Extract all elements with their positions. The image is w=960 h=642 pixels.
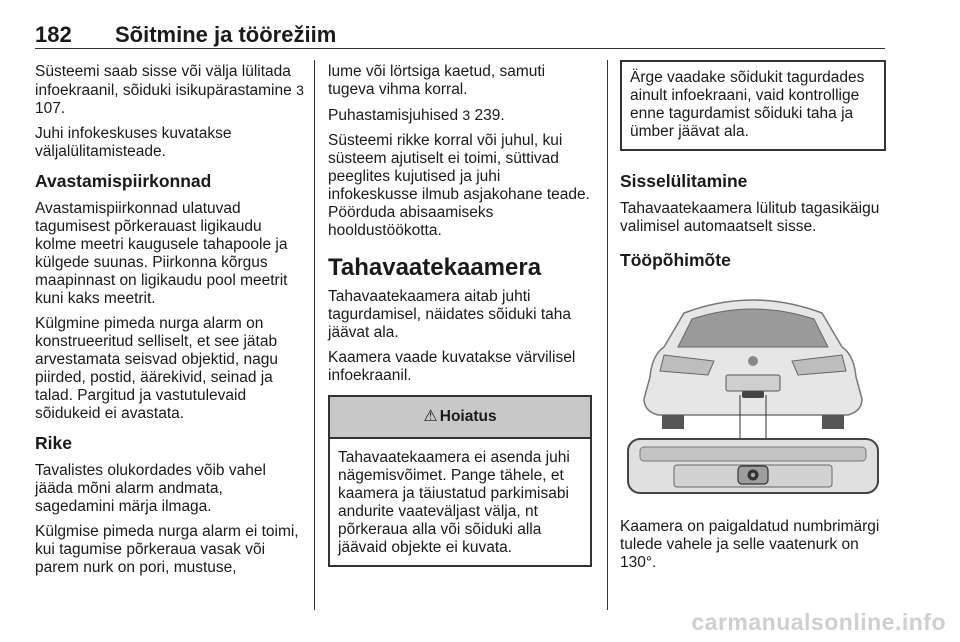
heading-functionality: Tööpõhimõte xyxy=(620,250,731,270)
paragraph: Külgmise pimeda nurga alarm ei toimi, kui tagumise põrkeraua vasak või parem nurk on pori, mustuse, xyxy=(35,523,299,576)
warning-text: Tahavaatekaamera ei asenda juhi nägemisvõimet. Pange tähele, et kaamera ja täiustatud parkimisabi andurite vaateväljast välja, nt põrkeraua alla või sõiduki alla jäävaid objekte ei kuvata. xyxy=(338,449,570,556)
caution-box: Ärge vaadake sõidukit tagurdades ainult infoekraani, vaid kontrollige enne tagurdamist sõiduki taha ja ümber jäävat ala. xyxy=(620,60,886,151)
heading-detection-zones: Avastamispiirkonnad xyxy=(35,171,212,191)
watermark: carmanualsonline.info xyxy=(691,609,946,635)
page-reference[interactable]: 107. xyxy=(35,100,66,117)
page-header xyxy=(35,8,885,48)
warning-box xyxy=(328,395,592,567)
rear-camera-illustration xyxy=(622,291,884,497)
paragraph: Külgmine pimeda nurga alarm on konstrueeritud selliselt, et see jätab arvestamata seisvad objektid, nagu piirded, postid, äärekivid, seinad ja talad. Pargitud ja vastutulevaid sõidukeid ei avastata. xyxy=(35,315,278,422)
paragraph: Puhastamisjuhised 3 239. xyxy=(328,107,505,124)
page-number: 182 xyxy=(35,22,72,47)
heading-fault: Rike xyxy=(35,433,72,453)
heading-rear-camera: Tahavaatekaamera xyxy=(328,254,542,281)
paragraph: Süsteemi saab sisse või välja lülitada infoekraanil, sõiduki isikupärastamine 3 107. xyxy=(35,63,304,117)
column-2 xyxy=(328,63,592,567)
paragraph: lume või lörtsiga kaetud, samuti tugeva vihma korral. xyxy=(328,63,546,98)
chapter-title: Sõitmine ja töörežiim xyxy=(115,22,337,47)
warning-title: Hoiatus xyxy=(439,408,497,425)
column-divider-2 xyxy=(607,60,608,610)
page-reference[interactable]: 239. xyxy=(474,107,505,124)
page-reference-arrow-icon: 3 xyxy=(462,107,471,123)
warning-triangle-icon: ⚠ xyxy=(423,408,438,425)
column-1 xyxy=(35,63,305,584)
column-3 xyxy=(620,63,886,579)
header-divider xyxy=(35,48,885,49)
page-reference-arrow-icon: 3 xyxy=(296,82,304,98)
warning-header xyxy=(330,397,590,439)
paragraph: Kaamera vaade kuvatakse värvilisel infoekraanil. xyxy=(328,349,576,384)
paragraph: Juhi infokeskuses kuvatakse väljalülitamisteade. xyxy=(35,125,232,160)
column-divider-1 xyxy=(314,60,315,610)
heading-activation: Sisselülitamine xyxy=(620,171,748,191)
paragraph: Tahavaatekaamera lülitub tagasikäigu valimisel automaatselt sisse. xyxy=(620,200,880,235)
paragraph: Tavalistes olukordades võib vahel jääda mõni alarm andmata, sagedamini märja ilmaga. xyxy=(35,462,266,515)
paragraph: Tahavaatekaamera aitab juhti tagurdamisel, näidates sõiduki taha jäävat ala. xyxy=(328,288,571,341)
paragraph: Kaamera on paigaldatud numbrimärgi tulede vahele ja selle vaatenurk on 130°. xyxy=(620,518,880,571)
paragraph: Süsteemi rikke korral või juhul, kui süsteem ajutiselt ei toimi, süttivad peeglites kujutised ja juhi infokeskusse ilmub asjakohane teade. Pöörduda abisaamiseks hooldustöökotta. xyxy=(328,132,590,239)
paragraph: Avastamispiirkonnad ulatuvad tagumisest põrkerauast ligikaudu kolme meetri kaugusele tahapoole ja külgede suunas. Piirkonna kõrgus maapinnast on ligikaudu pool meetrit kuni kaks meetrit. xyxy=(35,200,288,307)
